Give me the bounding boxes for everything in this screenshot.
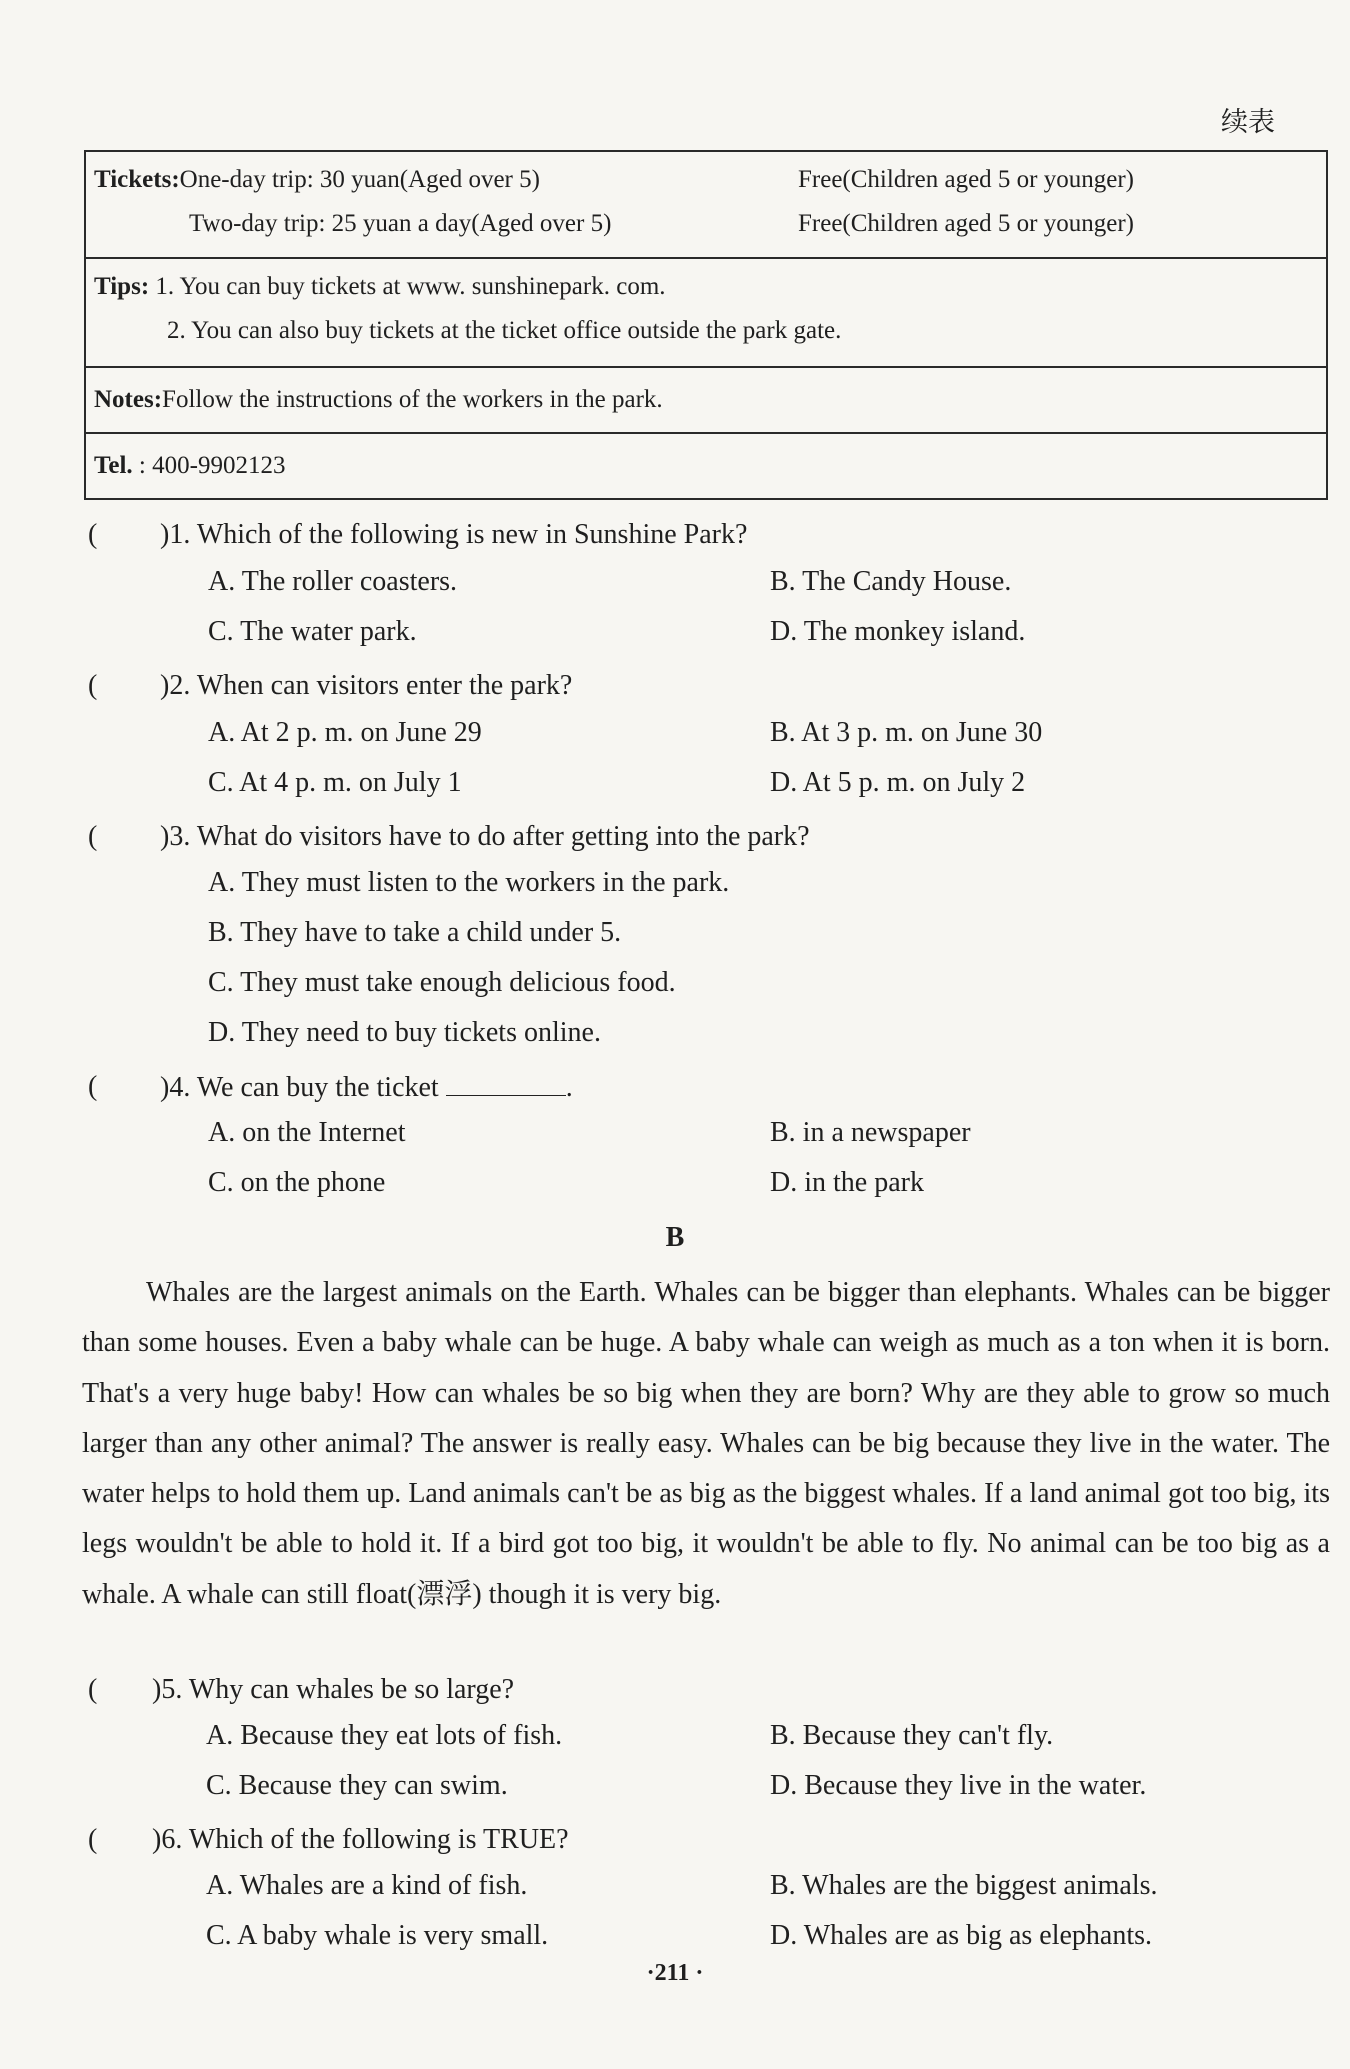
question-4 <box>0 1067 1350 1107</box>
tip-2: 2. You can also buy tickets at the ticket office outside the park gate. <box>167 317 842 344</box>
option-a[interactable]: A. Whales are a kind of fish. <box>206 1870 528 1901</box>
tickets-row: Tickets:One-day trip: 30 yuan(Aged over 5) Free(Children aged 5 or younger) Two-day trip: 25 yuan a day(Aged over 5) Free(Children aged 5 or younger) <box>85 151 1327 258</box>
one-day-trip: One-day trip: 30 yuan(Aged over 5) <box>179 166 540 193</box>
answer-paren[interactable]: ( <box>88 670 98 701</box>
question-text: Which of the following is TRUE? <box>188 1824 569 1855</box>
option-c[interactable]: C. The water park. <box>208 616 417 647</box>
option-a[interactable]: A. At 2 p. m. on June 29 <box>208 717 482 748</box>
tips-label: Tips <box>94 273 141 300</box>
two-day-free: Free(Children aged 5 or younger) <box>798 210 1134 237</box>
option-d[interactable]: D. Because they live in the water. <box>770 1770 1147 1801</box>
page-number: ·211 · <box>646 1960 704 1986</box>
option-b[interactable]: B. Because they can't fly. <box>770 1720 1054 1751</box>
option-a[interactable]: A. They must listen to the workers in the park. <box>208 867 730 898</box>
option-b[interactable]: B. They have to take a child under 5. <box>208 917 622 948</box>
option-c[interactable]: C. on the phone <box>208 1167 386 1198</box>
question-end: . <box>565 1072 573 1103</box>
option-d[interactable]: D. Whales are as big as elephants. <box>770 1920 1153 1951</box>
question-2 <box>0 666 1350 706</box>
question-number: )4. <box>160 1072 191 1103</box>
option-d[interactable]: D. They need to buy tickets online. <box>208 1017 601 1048</box>
answer-paren[interactable]: ( <box>88 821 98 852</box>
question-number: )3. <box>160 821 191 852</box>
tel-row: Tel. : 400-9902123 <box>85 433 1327 499</box>
tel-number: 400-9902123 <box>152 452 286 479</box>
option-d[interactable]: D. The monkey island. <box>770 616 1026 647</box>
option-d[interactable]: D. in the park <box>770 1167 924 1198</box>
option-b[interactable]: B. At 3 p. m. on June 30 <box>770 717 1043 748</box>
question-number: )1. <box>160 519 191 550</box>
tickets-label: Tickets <box>94 166 172 193</box>
option-b[interactable]: B. Whales are the biggest animals. <box>770 1870 1158 1901</box>
answer-blank[interactable] <box>446 1067 566 1096</box>
option-c[interactable]: C. A baby whale is very small. <box>206 1920 549 1951</box>
question-text: We can buy the ticket <box>196 1072 439 1103</box>
tel-label: Tel. <box>94 452 133 479</box>
answer-paren[interactable]: ( <box>88 519 98 550</box>
question-text: What do visitors have to do after getting into the park? <box>196 821 810 852</box>
answer-paren[interactable]: ( <box>88 1824 98 1855</box>
option-a[interactable]: A. on the Internet <box>208 1117 406 1148</box>
notes-label: Notes <box>94 386 154 413</box>
continued-label: 续表 <box>1221 107 1275 137</box>
question-6 <box>0 1820 1350 1860</box>
option-a[interactable]: A. The roller coasters. <box>208 566 458 597</box>
notes-row: Notes:Follow the instructions of the workers in the park. <box>85 367 1327 433</box>
answer-paren[interactable]: ( <box>88 1071 98 1102</box>
answer-paren[interactable]: ( <box>88 1674 98 1705</box>
ticket-info-table <box>84 150 1328 500</box>
tip-1: 1. You can buy tickets at www. sunshinepark. com. <box>155 273 666 300</box>
option-a[interactable]: A. Because they eat lots of fish. <box>206 1720 563 1751</box>
option-b[interactable]: B. The Candy House. <box>770 566 1012 597</box>
passage-b: Whales are the largest animals on the Earth. Whales can be bigger than elephants. Whales can be bigger than some houses. Even a baby whale can be huge. A baby whale can weigh as much as a ton when it is born. That's a very huge baby! How can whales be so big when they are born? Why are they able to grow so much larger than any other animal? The answer is really easy. Whales can be big because they live in the water. The water helps to hold them up. Land animals can't be as big as the biggest whales. If a land animal got too big, its legs wouldn't be able to hold it. If a bird got too big, it wouldn't be able to fly. No animal can be too big as a whale. A whale can still float(漂浮) though it is very big. <box>82 1277 1330 1610</box>
notes-text: Follow the instructions of the workers in the park. <box>162 386 663 413</box>
question-text: Which of the following is new in Sunshine Park? <box>196 519 748 550</box>
question-5 <box>0 1670 1350 1710</box>
option-c[interactable]: C. They must take enough delicious food. <box>208 967 676 998</box>
option-c[interactable]: C. Because they can swim. <box>206 1770 508 1801</box>
question-1 <box>0 515 1350 555</box>
question-number: )6. <box>152 1824 183 1855</box>
two-day-trip: Two-day trip: 25 yuan a day(Aged over 5) <box>189 210 612 237</box>
question-text: When can visitors enter the park? <box>196 670 573 701</box>
question-number: )2. <box>160 670 191 701</box>
option-b[interactable]: B. in a newspaper <box>770 1117 971 1148</box>
one-day-free: Free(Children aged 5 or younger) <box>798 166 1134 193</box>
tips-row: Tips: 1. You can buy tickets at www. sunshinepark. com. 2. You can also buy tickets at the ticket office outside the park gate. <box>85 258 1327 367</box>
option-d[interactable]: D. At 5 p. m. on July 2 <box>770 767 1026 798</box>
option-c[interactable]: C. At 4 p. m. on July 1 <box>208 767 462 798</box>
question-text: Why can whales be so large? <box>188 1674 515 1705</box>
question-3 <box>0 817 1350 857</box>
question-number: )5. <box>152 1674 183 1705</box>
section-b-heading: B <box>665 1222 685 1253</box>
